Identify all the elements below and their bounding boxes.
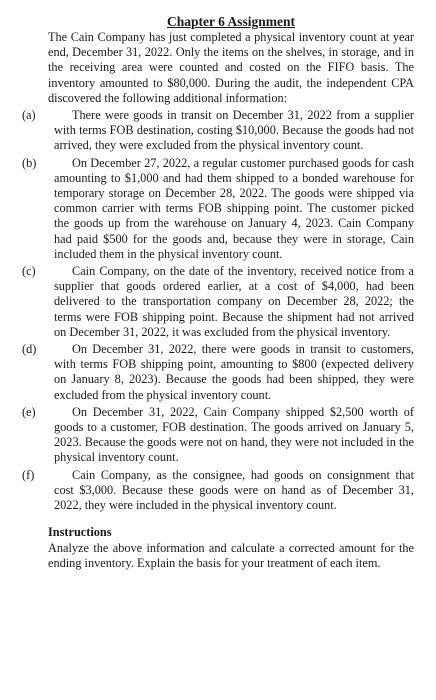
list-item-a — [22, 108, 414, 154]
page-title: Chapter 6 Assignment — [166, 14, 295, 29]
item-marker: (a) — [22, 108, 36, 123]
list-item-f — [22, 467, 414, 514]
item-text: On December 31, 2022, there were goods in transit to customers, with terms FOB shipping point, amounting to $800 (expected delivery on January 8, 2023). Because the goods had been shipped, they were excluded from the physical inventory count. — [54, 342, 414, 402]
item-text: There were goods in transit on December 31, 2022 from a supplier with terms FOB destination, costing $10,000. Because the goods had not arrived, they were excluded from the physical inventory count. — [54, 108, 414, 153]
list-item-e — [22, 404, 414, 466]
list-item-d — [22, 342, 414, 403]
item-marker: (c) — [22, 264, 36, 279]
list-item-b — [22, 155, 414, 262]
item-marker: (d) — [22, 342, 37, 357]
item-text: On December 31, 2022, Cain Company shipped $2,500 worth of goods to a customer, FOB destination. The goods arrived on January 5, 2023. Because the goods were not on hand, they were not included in the physical inventory count. — [54, 404, 414, 465]
intro-paragraph: The Cain Company has just completed a physical inventory count at year end, December 31, 2022. Only the items on the shelves, in storage, and in the receiving area were counted and costed on the FIFO basis. The inventory amounted to $80,000. During the audit, the independent CPA discovered the following additional information: — [48, 30, 414, 105]
item-marker: (f) — [22, 467, 35, 482]
list-item-c — [22, 264, 414, 340]
instructions-text: Analyze the above information and calculate a corrected amount for the ending inventory. Explain the basis for your treatment of each item. — [48, 540, 414, 570]
item-text: Cain Company, on the date of the inventory, received notice from a supplier that goods ordered earlier, at a cost of $4,000, had been delivered to the transportation company on December 28, 2022; the terms were FOB shipping point. Because the shipment had not arrived on December 31, 2022, it was excluded from the physical inventory. — [54, 264, 414, 339]
item-marker: (b) — [22, 155, 37, 170]
instructions-heading: Instructions — [48, 525, 112, 540]
item-marker: (e) — [22, 404, 36, 419]
item-text: Cain Company, as the consignee, had goods on consignment that cost $3,000. Because these goods were on hand as of December 31, 2022, they were included in the physical inventory count. — [54, 467, 414, 513]
item-text: On December 27, 2022, a regular customer purchased goods for cash amounting to $1,000 and had them shipped to a bonded warehouse for temporary storage on December 28, 2022. The goods were shipped via common carrier with terms FOB shipping point. The customer picked the goods up from the warehouse on January 4, 2023. Cain Company had paid $500 for the goods and, because they were in storage, Cain included them in the physical inventory count. — [54, 155, 414, 261]
